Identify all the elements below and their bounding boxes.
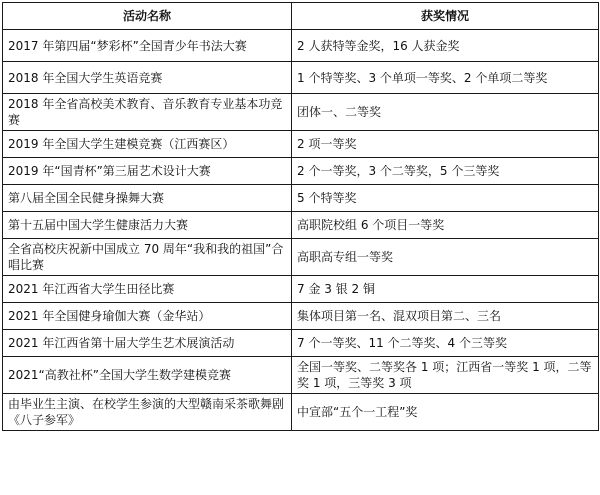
award-cell: 集体项目第一名、混双项目第二、三名 (292, 303, 599, 330)
award-cell: 2 项一等奖 (292, 131, 599, 158)
header-row (3, 3, 599, 30)
activity-cell: 第八届全国全民健身操舞大赛 (3, 185, 292, 212)
table-row (3, 131, 599, 158)
activity-cell: 由毕业生主演、在校学生参演的大型赣南采茶歌舞剧《八子参军》 (3, 394, 292, 431)
header-activity-name: 活动名称 (3, 3, 292, 30)
table-row (3, 62, 599, 94)
activity-cell: 2018 年全国大学生英语竞赛 (3, 62, 292, 94)
award-cell: 全国一等奖、二等奖各 1 项；江西省一等奖 1 项，二等奖 1 项，三等奖 3 项 (292, 357, 599, 394)
table-row (3, 212, 599, 239)
activity-cell: 第十五届中国大学生健康活力大赛 (3, 212, 292, 239)
table-row (3, 158, 599, 185)
award-cell: 团体一、二等奖 (292, 94, 599, 131)
activity-cell: 2017 年第四届“梦彩杯”全国青少年书法大赛 (3, 30, 292, 62)
award-cell: 高职院校组 6 个项目一等奖 (292, 212, 599, 239)
activity-cell: 2018 年全省高校美术教育、音乐教育专业基本功竞赛 (3, 94, 292, 131)
activity-cell: 全省高校庆祝新中国成立 70 周年“我和我的祖国”合唱比赛 (3, 239, 292, 276)
activity-cell: 2021“高教社杯”全国大学生数学建模竞赛 (3, 357, 292, 394)
activity-cell: 2021 年江西省大学生田径比赛 (3, 276, 292, 303)
award-cell: 1 个特等奖、3 个单项一等奖、2 个单项二等奖 (292, 62, 599, 94)
award-cell: 2 人获特等金奖，16 人获金奖 (292, 30, 599, 62)
table-row (3, 330, 599, 357)
activity-cell: 2019 年全国大学生建模竞赛（江西赛区） (3, 131, 292, 158)
table-row (3, 185, 599, 212)
activity-cell: 2019 年“国青杯”第三届艺术设计大赛 (3, 158, 292, 185)
table-row (3, 30, 599, 62)
award-cell: 5 个特等奖 (292, 185, 599, 212)
table-row (3, 276, 599, 303)
table-row (3, 394, 599, 431)
award-cell: 7 个一等奖、11 个二等奖、4 个三等奖 (292, 330, 599, 357)
table-row (3, 357, 599, 394)
table-row (3, 94, 599, 131)
award-cell: 高职高专组一等奖 (292, 239, 599, 276)
table-row (3, 239, 599, 276)
award-cell: 2 个一等奖，3 个二等奖，5 个三等奖 (292, 158, 599, 185)
activity-cell: 2021 年全国健身瑜伽大赛（金华站） (3, 303, 292, 330)
award-cell: 中宣部“五个一工程”奖 (292, 394, 599, 431)
activity-cell: 2021 年江西省第十届大学生艺术展演活动 (3, 330, 292, 357)
awards-table (2, 2, 599, 431)
header-award-status: 获奖情况 (292, 3, 599, 30)
table-row (3, 303, 599, 330)
award-cell: 7 金 3 银 2 铜 (292, 276, 599, 303)
